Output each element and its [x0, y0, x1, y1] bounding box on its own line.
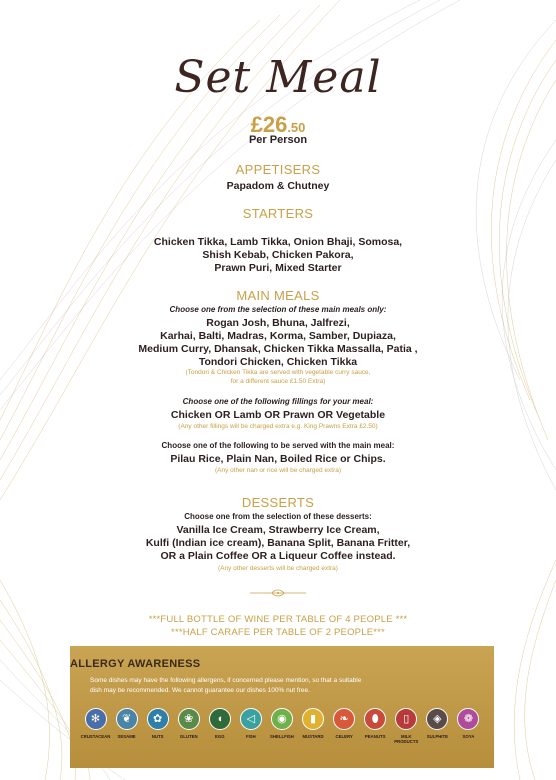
allergen-label: GLUTEN	[179, 734, 198, 739]
allergen-item	[300, 708, 327, 758]
sides-options: Pilau Rice, Plain Nan, Boiled Rice or Chips.	[170, 453, 386, 465]
allergen-label: MILK PRODUCTS	[394, 734, 419, 744]
starters-line-2: Shish Kebab, Chicken Pakora,	[202, 249, 354, 261]
desserts-line-2: Kulfi (Indian ice cream), Banana Split, Banana Fritter,	[145, 537, 411, 549]
allergen-list	[82, 708, 482, 758]
allergen-item	[393, 708, 420, 758]
allergen-item	[268, 708, 295, 758]
nut-icon-glyph: ✿	[153, 712, 163, 725]
allergen-item	[144, 708, 171, 758]
starters-heading: STARTERS	[242, 206, 314, 221]
main-meals-line-1: Rogan Josh, Bhuna, Jalfrezi,	[206, 317, 350, 329]
main-meals-note-2: for a different sauce £1.50 Extra)	[230, 378, 326, 385]
allergy-awareness-panel	[70, 646, 494, 768]
wine-line-1: ***FULL BOTTLE OF WINE PER TABLE OF 4 PEOPLE ***	[148, 614, 408, 625]
allergen-item	[175, 708, 202, 758]
celery-icon	[333, 708, 355, 730]
desserts-line-1: Vanilla Ice Cream, Strawberry Ice Cream,	[176, 524, 380, 536]
allergen-label: FISH	[245, 734, 256, 739]
price-cents: .50	[287, 120, 306, 135]
allergen-label: EGG	[215, 734, 225, 739]
per-person-label: Per Person	[248, 134, 308, 146]
allergen-label: MUSTARD	[302, 734, 324, 739]
allergy-desc-line-1: Some dishes may have the following allergens, if concerned please mention, so that a suitable	[90, 677, 362, 684]
starters-line-1: Chicken Tikka, Lamb Tikka, Onion Bhaji, Somosa,	[153, 236, 403, 248]
ornamental-divider	[248, 588, 308, 598]
sulphite-icon-glyph: ◈	[433, 712, 442, 725]
celery-icon-glyph: ❧	[339, 712, 349, 725]
soya-icon-glyph: ❁	[463, 712, 474, 725]
sulphite-icon	[426, 708, 448, 730]
shell-icon	[271, 708, 293, 730]
allergen-label: CELERY	[335, 734, 353, 739]
peanut-icon	[364, 708, 386, 730]
allergen-item	[455, 708, 482, 758]
main-meals-note-1: (Tondori & Chicken Tikka are served with vegetable curry sauce,	[185, 369, 371, 376]
shell-icon-glyph: ◉	[277, 712, 287, 725]
desserts-heading: DESSERTS	[241, 495, 315, 510]
price-main: £26	[250, 112, 288, 137]
peanut-icon-glyph: ⬮	[371, 712, 379, 725]
fillings-options: Chicken OR Lamb OR Prawn OR Vegetable	[170, 409, 386, 421]
milk-icon-glyph: ▯	[403, 712, 410, 725]
main-meals-heading: MAIN MEALS	[236, 288, 320, 303]
allergen-label: PEANUTS	[364, 734, 386, 739]
sesame-icon-glyph: ❦	[121, 712, 132, 725]
allergy-description	[90, 676, 474, 696]
allergy-title: ALLERGY AWARENESS	[70, 658, 201, 670]
main-meals-line-4: Tondori Chicken, Chicken Tikka	[198, 356, 358, 368]
starters-line-3: Prawn Puri, Mixed Starter	[214, 262, 342, 274]
main-meals-line-2: Karhai, Balti, Madras, Korma, Samber, Dupiaza,	[160, 330, 396, 342]
menu-title: Set Meal	[174, 52, 382, 103]
allergen-label: SULPHITE	[426, 734, 448, 739]
fish-icon	[240, 708, 262, 730]
main-meals-line-3: Medium Curry, Dhansak, Chicken Tikka Massalla, Patia ,	[138, 343, 418, 355]
mustard-icon-glyph: ▮	[310, 712, 317, 725]
allergen-item	[362, 708, 389, 758]
egg-icon-glyph: ◖	[216, 712, 224, 725]
allergen-item	[237, 708, 264, 758]
sides-note: (Any other nan or rice will be charged extra)	[214, 467, 342, 474]
main-meals-instruction: Choose one from the selection of these main meals only:	[169, 305, 387, 314]
allergen-item	[113, 708, 140, 758]
wheat-icon-glyph: ❀	[184, 712, 194, 725]
desserts-line-3: OR a Plain Coffee OR a Liqueur Coffee instead.	[160, 550, 396, 562]
allergen-label: SOYA	[462, 734, 475, 739]
appetisers-items: Papadom & Chutney	[226, 180, 330, 192]
egg-icon	[209, 708, 231, 730]
wheat-icon	[178, 708, 200, 730]
desserts-note: (Any other desserts will be charged extra)	[218, 565, 338, 572]
wine-line-2: ***HALF CARAFE PER TABLE OF 2 PEOPLE***	[171, 627, 385, 638]
fillings-note: (Any other fillings will be charged extra e.g. King Prawns Extra £2.50)	[178, 423, 378, 430]
crab-icon-glyph: ✻	[90, 712, 101, 725]
appetisers-heading: APPETISERS	[235, 162, 321, 177]
allergen-label: SHELLFISH	[270, 734, 294, 739]
desserts-instruction: Choose one from the selection of these desserts:	[184, 512, 372, 521]
crab-icon	[85, 708, 107, 730]
fish-icon-glyph: ◁	[246, 712, 256, 725]
nut-icon	[147, 708, 169, 730]
milk-icon	[395, 708, 417, 730]
sesame-icon	[116, 708, 138, 730]
fillings-instruction: Choose one of the following fillings for your meal:	[182, 397, 374, 406]
allergy-desc-line-2: dish may be recommended. We cannot guarantee our dishes 100% nut free.	[90, 687, 310, 694]
allergen-item	[206, 708, 233, 758]
allergen-item	[82, 708, 109, 758]
sides-instruction: Choose one of the following to be served with the main meal:	[161, 441, 395, 450]
soya-icon	[457, 708, 479, 730]
allergen-label: NUTS	[151, 734, 164, 739]
allergen-item	[331, 708, 358, 758]
allergen-label: CRUSTACEAN	[80, 734, 111, 739]
allergen-label: SESAME	[117, 734, 136, 739]
mustard-icon	[302, 708, 324, 730]
allergen-item	[424, 708, 451, 758]
